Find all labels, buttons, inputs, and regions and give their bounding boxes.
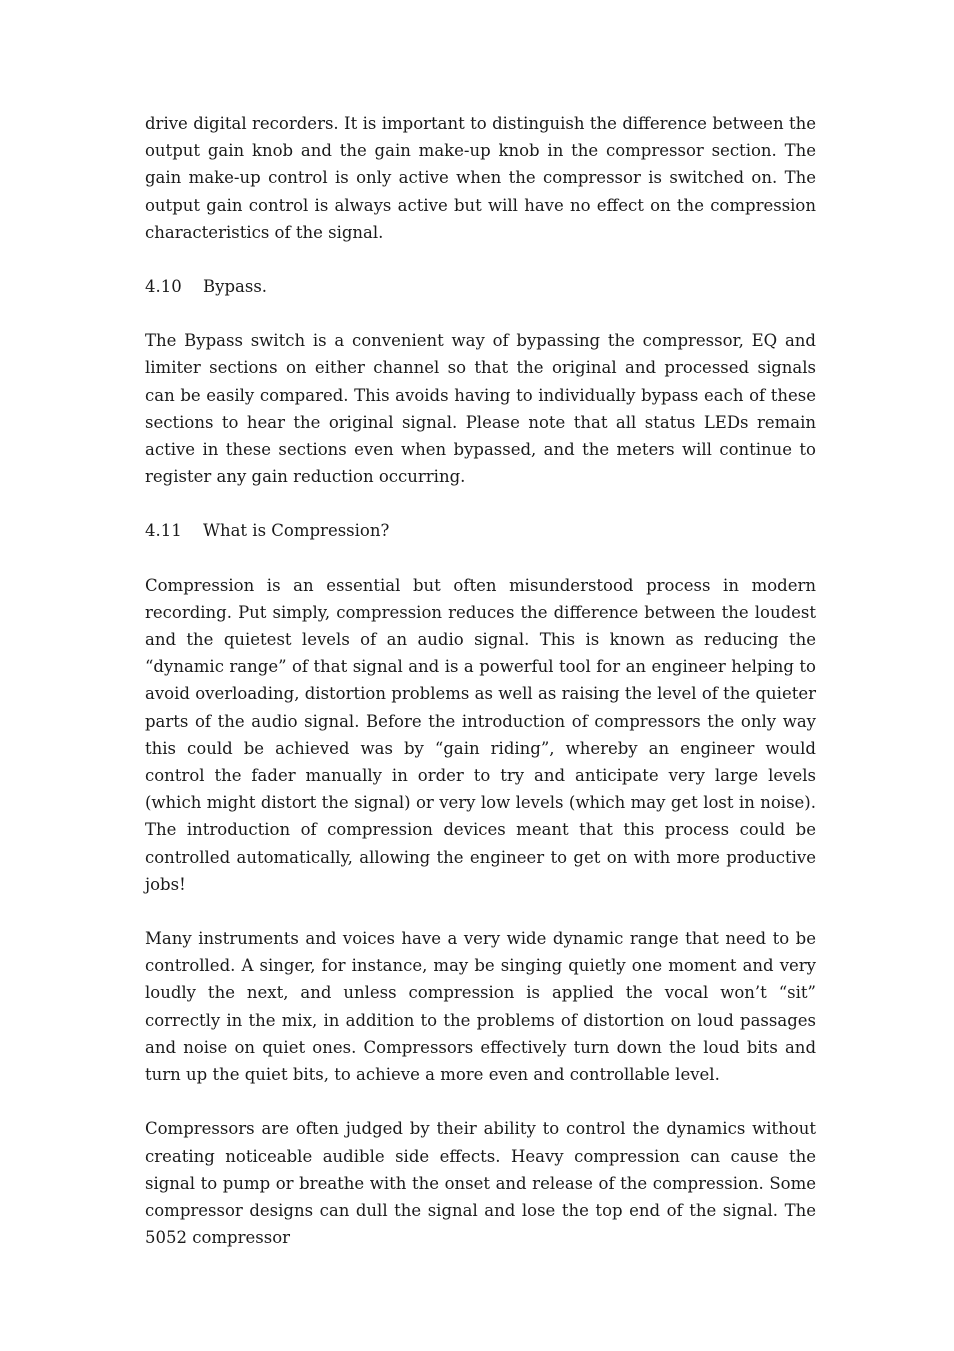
paragraph-side-effects: Compressors are often judged by their ability to control the dynamics without creating noticeable audible side effects. Heavy compression can cause the signal to pump or breathe with the onset and release of the compression. Some compressor designs can dull the signal and lose the top end of the signal. The 5052 compressor <box>145 1119 816 1248</box>
section-number: 4.10 <box>145 277 182 297</box>
section-title: What is Compression? <box>203 521 390 541</box>
document-page <box>145 110 816 1278</box>
section-number: 4.11 <box>145 521 182 541</box>
paragraph-dynamic-range: Many instruments and voices have a very wide dynamic range that need to be controlled. A singer, for instance, may be singing quietly one moment and very loudly the next, and unless compression is applied the vocal won’t “sit” correctly in the mix, in addition to the problems of distortion on loud passages and noise on quiet ones. Compressors effectively turn down the loud bits and turn up the quiet bits, to achieve a more even and controllable level. <box>145 929 816 1085</box>
section-title: Bypass. <box>203 277 268 297</box>
paragraph-output-gain: drive digital recorders. It is important to distinguish the difference between the output gain knob and the gain make-up knob in the compressor section. The gain make-up control is only active when the compressor is switched on. The output gain control is always active but will have no effect on the compression characteristics of the signal. <box>145 114 816 242</box>
paragraph-compression-intro: Compression is an essential but often misunderstood process in modern recording. Put simply, compression reduces the difference between the loudest and the quietest levels of an audio signal. This is known as reducing the “dynamic range” of that signal and is a powerful tool for an engineer helping to avoid overloading, distortion problems as well as raising the level of the quieter parts of the audio signal. Before the introduction of compressors the only way this could be achieved was by “gain riding”, whereby an engineer would control the fader manually in order to try and anticipate very large levels (which might distort the signal) or very low levels (which may get lost in noise). The introduction of compression devices meant that this process could be controlled automatically, allowing the engineer to get on with more productive jobs! <box>145 575 816 894</box>
paragraph-bypass: The Bypass switch is a convenient way of bypassing the compressor, EQ and limiter sections on either channel so that the original and processed signals can be easily compared. This avoids having to individually bypass each of these sections to hear the original signal. Please note that all status LEDs remain active in these sections even when bypassed, and the meters will continue to register any gain reduction occurring. <box>145 331 816 487</box>
section-heading-compression <box>145 517 816 544</box>
section-heading-bypass <box>145 273 816 300</box>
